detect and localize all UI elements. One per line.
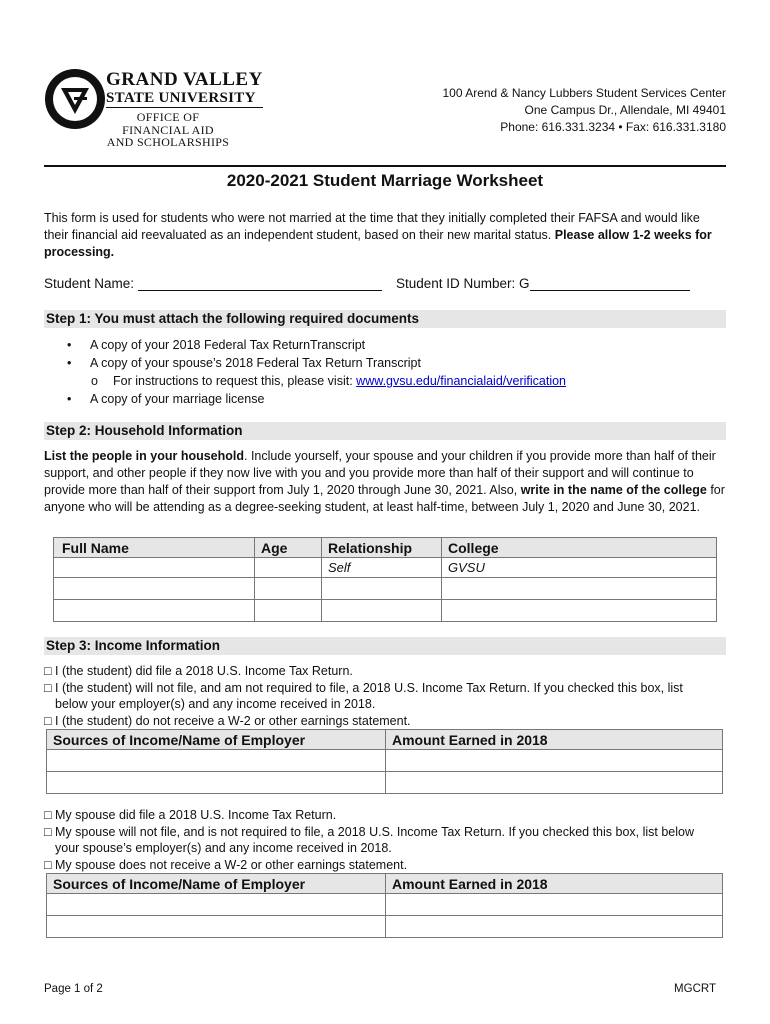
- office-address: [443, 85, 727, 136]
- checkbox-continuation: below your employer(s) and any income received in 2018.: [55, 697, 376, 711]
- table-row: [47, 772, 723, 794]
- col-amount-earned: Amount Earned in 2018: [386, 730, 723, 750]
- cell-amount[interactable]: [386, 772, 723, 794]
- logo-office-line: FINANCIAL AID: [122, 122, 214, 137]
- cell-full-name[interactable]: [54, 578, 255, 600]
- step3-heading: Step 3: Income Information: [44, 637, 726, 655]
- col-college: College: [442, 538, 717, 558]
- cell-full-name[interactable]: [54, 558, 255, 578]
- header-divider: [44, 165, 726, 167]
- student-id-field: [396, 276, 690, 291]
- student-name-label: Student Name:: [44, 276, 135, 291]
- cell-college[interactable]: [442, 578, 717, 600]
- student-income-table: [46, 729, 723, 794]
- page-title: 2020-2021 Student Marriage Worksheet: [226, 171, 544, 190]
- checkbox-continuation: your spouse’s employer(s) and any income received in 2018.: [55, 841, 392, 855]
- student-no-w2-checkbox[interactable]: □ I (the student) do not receive a W-2 or other earnings statement.: [44, 713, 411, 728]
- spouse-not-file-checkbox[interactable]: □ My spouse will not file, and is not required to file, a 2018 U.S. Income Tax Return. If you checked this box, list below: [44, 824, 695, 839]
- contact-line: Phone: 616.331.3234 • Fax: 616.331.3180: [500, 120, 726, 134]
- student-income-checks: [44, 663, 726, 729]
- step2-heading: Step 2: Household Information: [44, 422, 726, 440]
- address-line: One Campus Dr., Allendale, MI 49401: [524, 103, 726, 117]
- circle-bullet-icon: o: [91, 374, 98, 388]
- table-header-row: [47, 730, 723, 750]
- table-row: [54, 558, 717, 578]
- household-table: [53, 537, 717, 622]
- cell-income-source[interactable]: [47, 750, 386, 772]
- list-item-text: A copy of your spouse’s 2018 Federal Tax Return Transcript: [90, 356, 421, 370]
- table-header-row: [47, 874, 723, 894]
- logo-wordmark: [106, 70, 263, 149]
- col-income-source: Sources of Income/Name of Employer: [47, 874, 386, 894]
- table-row: [54, 578, 717, 600]
- cell-amount[interactable]: [386, 894, 723, 916]
- household-bold-2: write in the name of the college: [520, 483, 707, 497]
- cell-college: GVSU: [442, 558, 717, 578]
- cell-age[interactable]: [255, 600, 322, 622]
- student-id-label: Student ID Number: G: [396, 276, 530, 291]
- list-item-text: A copy of your 2018 Federal Tax ReturnTranscript: [90, 338, 366, 352]
- student-not-file-checkbox[interactable]: □ I (the student) will not file, and am not required to file, a 2018 U.S. Income Tax Return. If you checked this box, list: [44, 680, 683, 695]
- household-bold-1: List the people in your household: [44, 449, 245, 463]
- list-item: [44, 354, 726, 372]
- household-text-2: for anyone who will be attending as a degree-seeking student, at least half-time, between July 1, 2020 and June 30, 2021.: [44, 483, 725, 514]
- spouse-filed-checkbox[interactable]: □ My spouse did file a 2018 U.S. Income Tax Return.: [44, 808, 337, 822]
- list-item: [44, 390, 726, 408]
- table-row: [47, 894, 723, 916]
- gvsu-logo: [44, 68, 263, 152]
- required-documents-list: [44, 336, 726, 408]
- table-row: [47, 750, 723, 772]
- table-row: [47, 916, 723, 938]
- logo-office: [106, 111, 230, 149]
- col-income-source: Sources of Income/Name of Employer: [47, 730, 386, 750]
- table-row: [54, 600, 717, 622]
- cell-age[interactable]: [255, 578, 322, 600]
- bullet-icon: •: [67, 356, 72, 370]
- cell-full-name[interactable]: [54, 600, 255, 622]
- logo-office-line: AND SCHOLARSHIPS: [106, 135, 230, 149]
- cell-amount[interactable]: [386, 750, 723, 772]
- student-name-input[interactable]: [138, 276, 382, 291]
- logo-line2: STATE UNIVERSITY: [106, 90, 263, 108]
- spouse-income-table: [46, 873, 723, 938]
- cell-amount[interactable]: [386, 916, 723, 938]
- cell-income-source[interactable]: [47, 772, 386, 794]
- household-text-1: . Include yourself, your spouse and your children if you provide more than half of their support, and other people if they now live with you and you provide more than half of their support and will continue to provide more than half of their support from July 1, 2020 through June 30, 2021. Also,: [44, 449, 716, 497]
- cell-income-source[interactable]: [47, 894, 386, 916]
- student-filed-checkbox[interactable]: □ I (the student) did file a 2018 U.S. Income Tax Return.: [44, 664, 353, 678]
- list-item-text: A copy of your marriage license: [90, 392, 265, 406]
- page-number: Page 1 of 2: [44, 983, 103, 995]
- table-header-row: [54, 538, 717, 558]
- spouse-no-w2-checkbox[interactable]: □ My spouse does not receive a W-2 or other earnings statement.: [44, 857, 408, 872]
- cell-income-source[interactable]: [47, 916, 386, 938]
- col-age: Age: [255, 538, 322, 558]
- bullet-icon: •: [67, 338, 72, 352]
- intro-paragraph: [44, 210, 726, 261]
- gvsu-logo-mark-icon: [44, 68, 106, 130]
- student-id-input[interactable]: [530, 276, 690, 291]
- bullet-icon: •: [67, 392, 72, 406]
- col-amount-earned: Amount Earned in 2018: [386, 874, 723, 894]
- household-instructions: [44, 448, 726, 516]
- cell-relationship[interactable]: [322, 600, 442, 622]
- col-relationship: Relationship: [322, 538, 442, 558]
- intro-processing-note: Please allow 1-2 weeks for processing.: [44, 228, 712, 259]
- col-full-name: Full Name: [54, 538, 255, 558]
- intro-text: This form is used for students who were not married at the time that they initially completed their FAFSA and would like their financial aid reevaluated as an independent student, based on their new marital status.: [44, 211, 700, 242]
- student-name-field: [44, 276, 382, 291]
- form-code: MGCRT: [674, 983, 716, 995]
- verification-link[interactable]: www.gvsu.edu/financialaid/verification: [356, 374, 567, 388]
- step1-heading: Step 1: You must attach the following required documents: [44, 310, 726, 328]
- subitem-text: For instructions to request this, please visit:: [113, 374, 357, 388]
- cell-relationship: Self: [322, 558, 442, 578]
- logo-office-line: OFFICE OF: [136, 110, 200, 124]
- cell-relationship[interactable]: [322, 578, 442, 600]
- spouse-income-checks: [44, 807, 726, 873]
- address-line: 100 Arend & Nancy Lubbers Student Services Center: [442, 86, 726, 100]
- logo-line1: GRAND VALLEY: [106, 69, 263, 90]
- cell-age[interactable]: [255, 558, 322, 578]
- list-subitem: [44, 372, 726, 390]
- list-item: [44, 336, 726, 354]
- cell-college[interactable]: [442, 600, 717, 622]
